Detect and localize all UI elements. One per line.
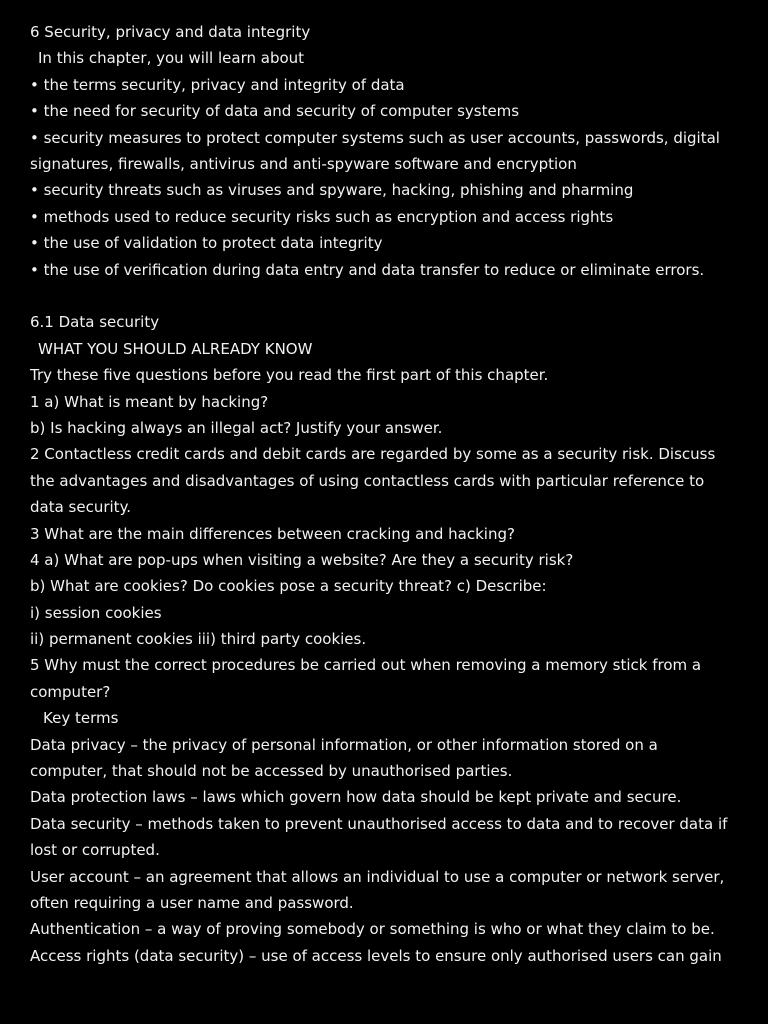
document-page <box>30 19 738 969</box>
question-line: ii) permanent cookies iii) third party cookies. <box>30 630 367 649</box>
question-line: b) What are cookies? Do cookies pose a security threat? c) Describe: <box>30 577 547 596</box>
question-line: 2 Contactless credit cards and debit cards are regarded by some as a security risk. Discuss the advantages and disadvantages of using contactless cards with particular reference to data security. <box>30 445 716 517</box>
question-line: i) session cookies <box>30 603 162 622</box>
key-term: Authentication – a way of proving somebody or something is who or what they claim to be. <box>30 920 715 939</box>
paragraph-gap <box>30 283 738 309</box>
chapter-intro: In this chapter, you will learn about <box>38 49 305 68</box>
learning-objectives-list <box>30 72 738 283</box>
key-term: Data privacy – the privacy of personal information, or other information stored on a computer, that should not be accessed by unauthorised parties. <box>30 735 658 781</box>
key-term: Data protection laws – laws which govern how data should be kept private and secure. <box>30 788 682 807</box>
question-line: 3 What are the main differences between cracking and hacking? <box>30 524 515 543</box>
chapter-title: 6 Security, privacy and data integrity <box>30 23 311 41</box>
list-item: • the need for security of data and security of computer systems <box>30 102 520 121</box>
prior-knowledge-questions <box>30 362 738 705</box>
question-line: 4 a) What are pop-ups when visiting a website? Are they a security risk? <box>30 550 574 569</box>
key-term: Data security – methods taken to prevent unauthorised access to data and to recover data if lost or corrupted. <box>30 814 728 860</box>
key-terms-list <box>30 732 738 970</box>
list-item: • security measures to protect computer systems such as user accounts, passwords, digital signatures, firewalls, antivirus and anti-spyware software and encryption <box>30 128 720 173</box>
key-term: Access rights (data security) – use of access levels to ensure only authorised users can gain <box>30 946 722 965</box>
section-subheading: WHAT YOU SHOULD ALREADY KNOW <box>38 339 313 358</box>
section-title: 6.1 Data security <box>30 313 160 332</box>
list-item: • the terms security, privacy and integrity of data <box>30 75 405 94</box>
list-item: • the use of verification during data entry and data transfer to reduce or eliminate errors. <box>30 260 705 279</box>
list-item: • security threats such as viruses and spyware, hacking, phishing and pharming <box>30 181 634 200</box>
question-line: 5 Why must the correct procedures be carried out when removing a memory stick from a computer? <box>30 656 702 701</box>
question-line: Try these five questions before you read the first part of this chapter. <box>30 366 549 385</box>
list-item: • the use of validation to protect data integrity <box>30 234 383 253</box>
key-term: User account – an agreement that allows an individual to use a computer or network server, often requiring a user name and password. <box>30 867 725 913</box>
question-line: 1 a) What is meant by hacking? <box>30 392 269 411</box>
question-line: b) Is hacking always an illegal act? Justify your answer. <box>30 418 443 437</box>
key-terms-heading: Key terms <box>43 709 119 728</box>
list-item: • methods used to reduce security risks such as encryption and access rights <box>30 207 614 226</box>
